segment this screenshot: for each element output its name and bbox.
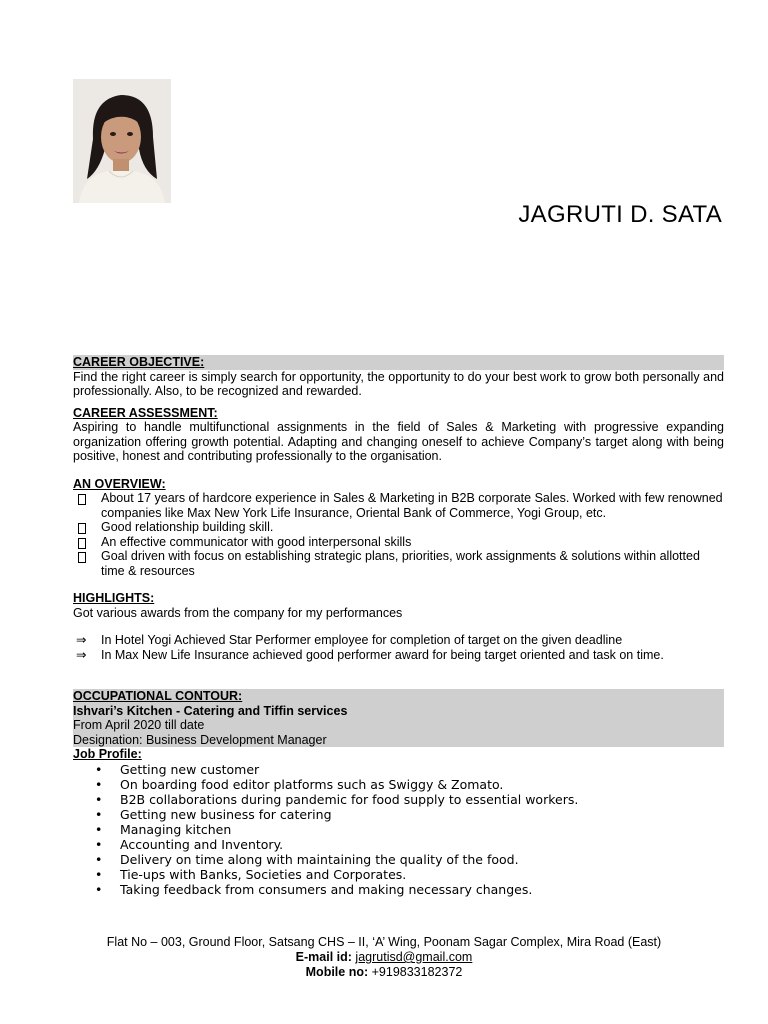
email-line	[0, 950, 768, 965]
list-item: ⇒ In Max New Life Insurance achieved good performer award for being target oriented and task on time.	[73, 648, 724, 663]
list-item: • Taking feedback from consumers and making necessary changes.	[73, 882, 724, 897]
career-assessment-heading: CAREER ASSESSMENT:	[73, 405, 218, 420]
email-link[interactable]: jagrutisd@gmail.com	[355, 950, 473, 964]
contact-footer	[0, 935, 768, 980]
overview-list	[73, 491, 724, 578]
job-profile-heading: Job Profile:	[73, 747, 142, 761]
list-item: An effective communicator with good interpersonal skills	[73, 535, 724, 550]
job-profile-list	[73, 762, 724, 897]
list-item: • Accounting and Inventory.	[73, 837, 724, 852]
career-objective-text: Find the right career is simply search for opportunity, the opportunity to do your best work to grow both personally and professionally. Also, to be recognized and rewarded.	[73, 369, 724, 398]
list-item: • Tie-ups with Banks, Societies and Corporates.	[73, 867, 724, 882]
list-item: • B2B collaborations during pandemic for food supply to essential workers.	[73, 792, 724, 807]
list-item: • On boarding food editor platforms such as Swiggy & Zomato.	[73, 777, 724, 792]
career-assessment-text: Aspiring to handle multifunctional assignments in the field of Sales & Marketing with progressive expanding organization offering growth potential. Adapting and changing oneself to achieve Company’s target along with being positive, honest and contributing professionally to the organisation.	[73, 420, 724, 463]
list-item: • Delivery on time along with maintaining the quality of the food.	[73, 852, 724, 867]
overview-heading: AN OVERVIEW:	[73, 476, 166, 491]
mobile-number: +919833182372	[371, 965, 463, 979]
resume-body	[73, 355, 724, 897]
list-item: ⇒ In Hotel Yogi Achieved Star Performer employee for completion of target on the given deadline	[73, 633, 724, 648]
company-name: Ishvari’s Kitchen - Catering and Tiffin services	[73, 703, 348, 718]
list-item: • Getting new customer	[73, 762, 724, 777]
list-item: • Getting new business for catering	[73, 807, 724, 822]
job-period: From April 2020 till date	[73, 718, 205, 732]
highlights-intro: Got various awards from the company for my performances	[73, 605, 403, 620]
highlights-list	[73, 633, 724, 662]
list-item: About 17 years of hardcore experience in Sales & Marketing in B2B corporate Sales. Worked with few renowned companies like Max New York Life Insurance, Oriental Bank of Commerce, Yogi Group, etc.	[73, 491, 724, 520]
occupation-heading: OCCUPATIONAL CONTOUR:	[73, 689, 724, 704]
list-item: • Managing kitchen	[73, 822, 724, 837]
career-objective-heading: CAREER OBJECTIVE:	[73, 355, 724, 370]
mobile-line	[0, 965, 768, 980]
email-label: E-mail id:	[295, 950, 352, 964]
job-details	[73, 704, 724, 748]
mobile-label: Mobile no:	[305, 965, 369, 979]
highlights-heading: HIGHLIGHTS:	[73, 591, 155, 605]
address-text: Flat No – 003, Ground Floor, Satsang CHS – II, ‘A’ Wing, Poonam Sagar Complex, Mira Road (East)	[106, 935, 662, 949]
job-designation: Designation: Business Development Manager	[73, 732, 327, 747]
profile-photo	[73, 79, 171, 203]
candidate-name: JAGRUTI D. SATA	[518, 201, 722, 228]
list-item: Good relationship building skill.	[73, 520, 724, 535]
list-item: Goal driven with focus on establishing strategic plans, priorities, work assignments & solutions within allotted time & resources	[73, 549, 724, 578]
